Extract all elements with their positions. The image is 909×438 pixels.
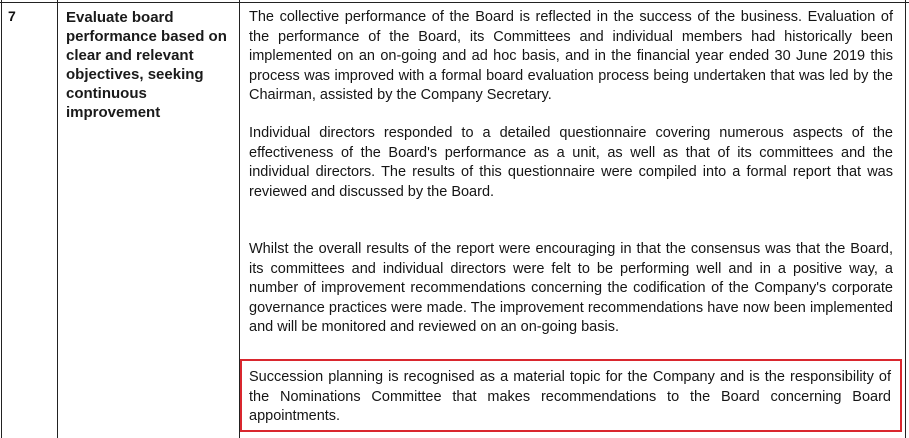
- table-right-border: [905, 0, 906, 438]
- paragraph-succession-planning: Succession planning is recognised as a material topic for the Company and is the responsibility of the Nominations Committee that makes recommendations to the Board concerning Board appointments.: [249, 369, 891, 424]
- table-top-border: [0, 2, 909, 3]
- row-number: 7: [8, 8, 16, 24]
- paragraph-board-performance: The collective performance of the Board is reflected in the success of the business. Evaluation of the performance of the Board, its Committees and individual members had historically been implemented on an on-going and ad hoc basis, and in the financial year ended 30 June 2019 this process was improved with a formal board evaluation process being undertaken that was led by the Chairman, assisted by the Company Secretary.: [249, 9, 893, 103]
- paragraph-questionnaire: Individual directors responded to a detailed questionnaire covering numerous aspects of the effectiveness of the Board's performance as a unit, as well as that of its committees and the individual directors. The results of this questionnaire were compiled into a formal report that was reviewed and discussed by the Board.: [249, 125, 893, 200]
- paragraph-recommendations: Whilst the overall results of the report were encouraging in that the consensus was that the Board, its committees and individual directors were felt to be performing well and in a positive way, a number of improvement recommendations concerning the codification of the Company's corporate governance practices were made. The improvement recommendations have now been implemented and will be monitored and reviewed on an on-going basis.: [249, 241, 893, 335]
- principle-heading: Evaluate board performance based on clear and relevant objectives, seeking continuous improvement: [66, 9, 227, 121]
- column-divider-number: [57, 0, 58, 438]
- table-left-border: [1, 0, 2, 438]
